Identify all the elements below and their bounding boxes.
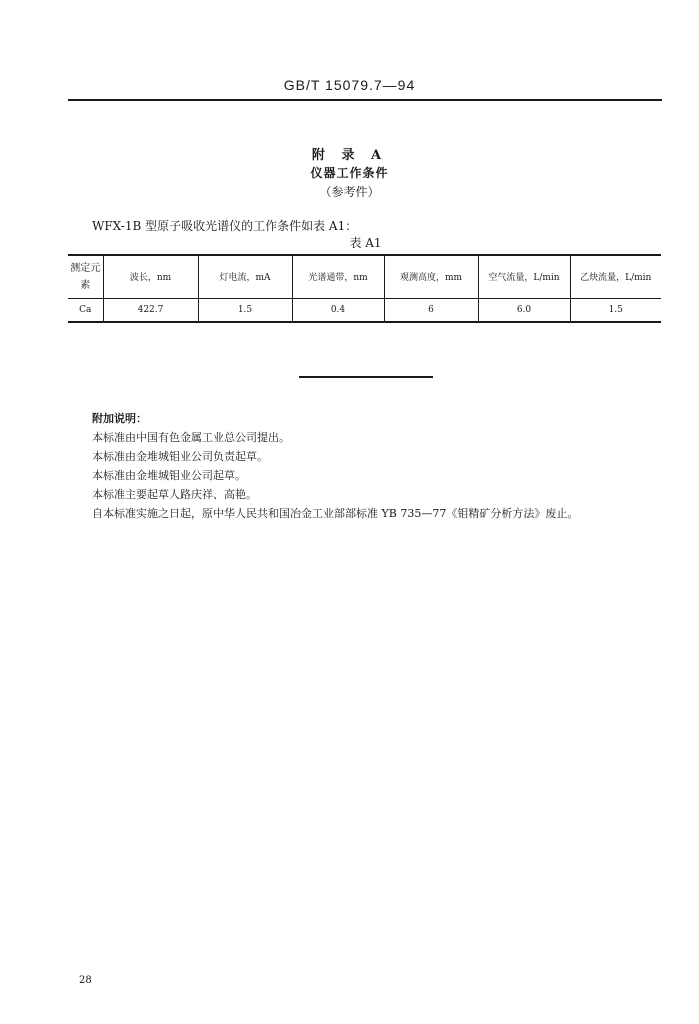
table-title: 表 A1	[349, 236, 382, 250]
appendix-subtitle: 仪器工作条件	[310, 166, 389, 180]
cell-acetylene-flow: 1.5	[570, 298, 661, 322]
note-line: 本标准由金堆城钼业公司负责起草。	[92, 450, 268, 463]
cell-lamp-current: 1.5	[198, 298, 292, 322]
header-cell-wavelength: 波长，nm	[103, 255, 198, 298]
standard-code: GB/T 15079.7—94	[283, 77, 416, 93]
section-divider	[299, 376, 433, 378]
appendix-note: （参考件）	[319, 185, 380, 199]
conditions-table	[68, 254, 661, 323]
cell-air-flow: 6.0	[478, 298, 570, 322]
header-cell-air-flow: 空气流量，L/min	[478, 255, 570, 298]
page-number: 28	[79, 975, 92, 986]
cell-wavelength: 422.7	[103, 298, 198, 322]
header-divider	[68, 99, 662, 101]
note-line: 本标准主要起草人路庆祥、高艳。	[92, 488, 257, 501]
cell-element: Ca	[68, 298, 103, 322]
table-header-row	[68, 255, 661, 298]
note-line: 本标准由中国有色金属工业总公司提出。	[92, 431, 290, 444]
cell-bandpass: 0.4	[292, 298, 384, 322]
intro-text: WFX-1B 型原子吸收光谱仪的工作条件如表 A1：	[92, 219, 358, 233]
note-line: 本标准由金堆城钼业公司起草。	[92, 469, 246, 482]
header-cell-lamp-current: 灯电流，mA	[198, 255, 292, 298]
table-row	[68, 298, 661, 322]
appendix-title: 附 录 A	[311, 148, 388, 163]
header-cell-element: 测定元素	[68, 255, 103, 298]
header-cell-observation-height: 观测高度，mm	[384, 255, 478, 298]
header-cell-acetylene-flow: 乙炔流量，L/min	[570, 255, 661, 298]
note-line: 自本标准实施之日起，原中华人民共和国冶金工业部部标准 YB 735—77《钼精矿分析方法》废止。	[92, 507, 579, 520]
cell-observation-height: 6	[384, 298, 478, 322]
additional-notes	[92, 409, 578, 523]
notes-title: 附加说明：	[92, 412, 147, 425]
header-cell-bandpass: 光谱通带，nm	[292, 255, 384, 298]
